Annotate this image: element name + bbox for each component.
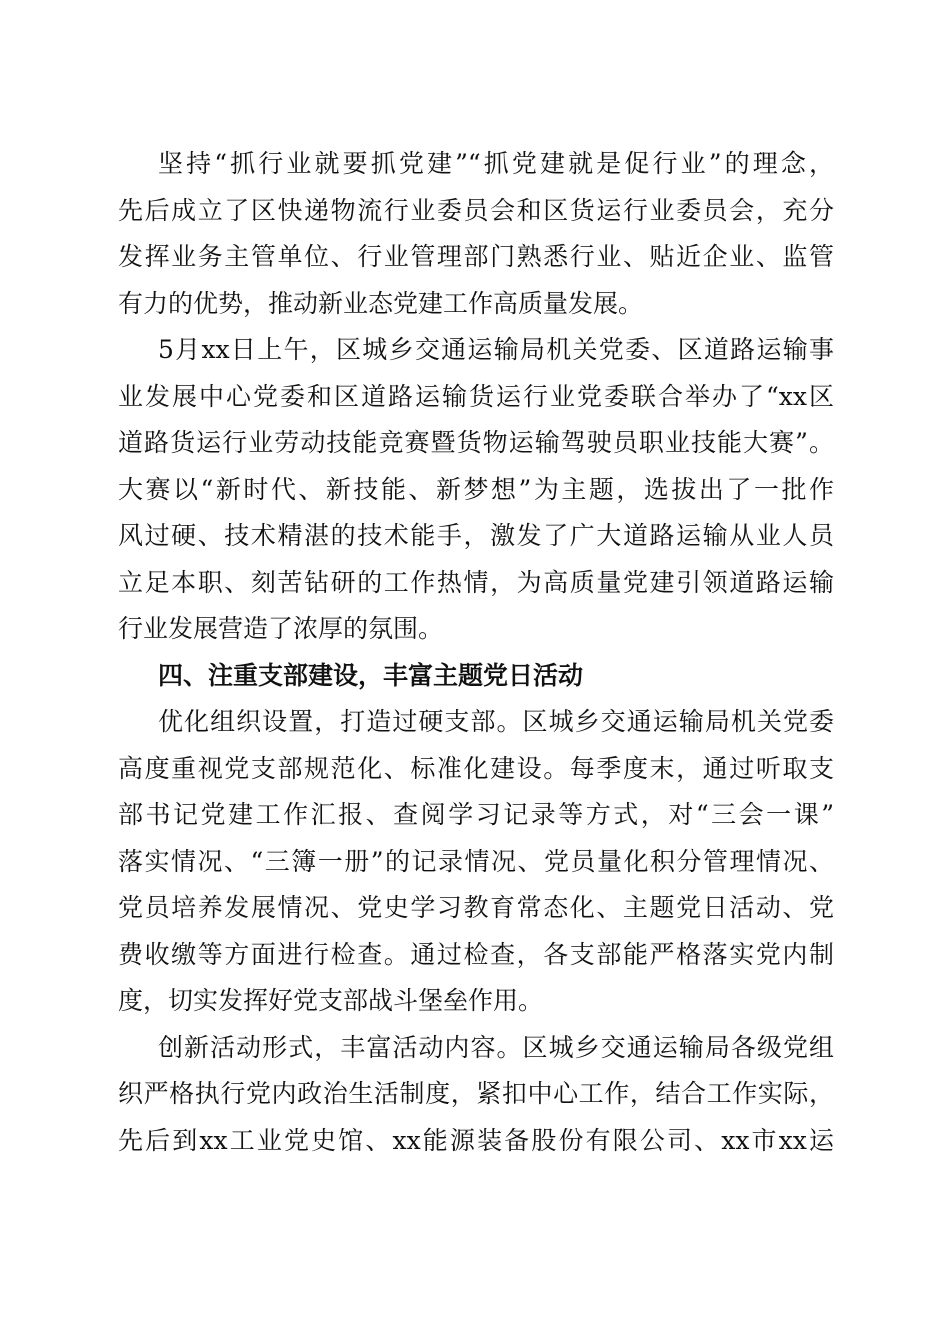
paragraph-3-line-6: 费收缴等方面进行检查。通过检查，各支部能严格落实党内制 bbox=[118, 939, 834, 969]
paragraph-3-line-7: 度，切实发挥好党支部战斗堡垒作用。 bbox=[118, 986, 544, 1015]
paragraph-2-line-3: 道路货运行业劳动技能竞赛暨货物运输驾驶员职业技能大赛”。 bbox=[118, 428, 834, 457]
paragraph-3-line-2: 高度重视党支部规范化、标准化建设。每季度末，通过听取支 bbox=[118, 753, 834, 783]
paragraph-2-line-5: 风过硬、技术精湛的技术能手，激发了广大道路运输从业人员 bbox=[118, 521, 834, 550]
paragraph-2-line-4: 大赛以“新时代、新技能、新梦想”为主题，选拔出了一批作 bbox=[118, 474, 834, 504]
document-body bbox=[118, 141, 834, 1164]
paragraph-4-line-3: 先后到xx工业党史馆、xx能源装备股份有限公司、xx市xx运 bbox=[118, 1125, 834, 1155]
paragraph-1-line-2: 先后成立了区快递物流行业委员会和区货运行业委员会，充分 bbox=[118, 195, 834, 225]
paragraph-3-line-1: 优化组织设置，打造过硬支部。区城乡交通运输局机关党委 bbox=[158, 707, 834, 736]
paragraph-4-line-2: 织严格执行党内政治生活制度，紧扣中心工作，结合工作实际， bbox=[118, 1079, 834, 1108]
paragraph-3-line-5: 党员培养发展情况、党史学习教育常态化、主题党日活动、党 bbox=[118, 893, 834, 922]
paragraph-2-line-2: 业发展中心党委和区道路运输货运行业党委联合举办了“xx区 bbox=[118, 381, 834, 411]
paragraph-3-line-3: 部书记党建工作汇报、查阅学习记录等方式，对“三会一课” bbox=[118, 800, 834, 829]
paragraph-4-line-1: 创新活动形式，丰富活动内容。区城乡交通运输局各级党组 bbox=[158, 1032, 834, 1062]
paragraph-1-line-3: 发挥业务主管单位、行业管理部门熟悉行业、贴近企业、监管 bbox=[118, 242, 834, 271]
paragraph-1-line-1: 坚持“抓行业就要抓党建”“抓党建就是促行业”的理念， bbox=[158, 149, 834, 178]
paragraph-2-line-1: 5月xx日上午，区城乡交通运输局机关党委、区道路运输事 bbox=[158, 335, 834, 364]
paragraph-1-line-4: 有力的优势，推动新业态党建工作高质量发展。 bbox=[118, 288, 644, 318]
paragraph-2-line-7: 行业发展营造了浓厚的氛围。 bbox=[118, 614, 444, 643]
paragraph-2-line-6: 立足本职、刻苦钻研的工作热情，为高质量党建引领道路运输 bbox=[118, 567, 834, 597]
paragraph-3-line-4: 落实情况、“三簿一册”的记录情况、党员量化积分管理情况、 bbox=[118, 846, 834, 876]
section-heading: 四、注重支部建设，丰富主题党日活动 bbox=[158, 660, 584, 690]
